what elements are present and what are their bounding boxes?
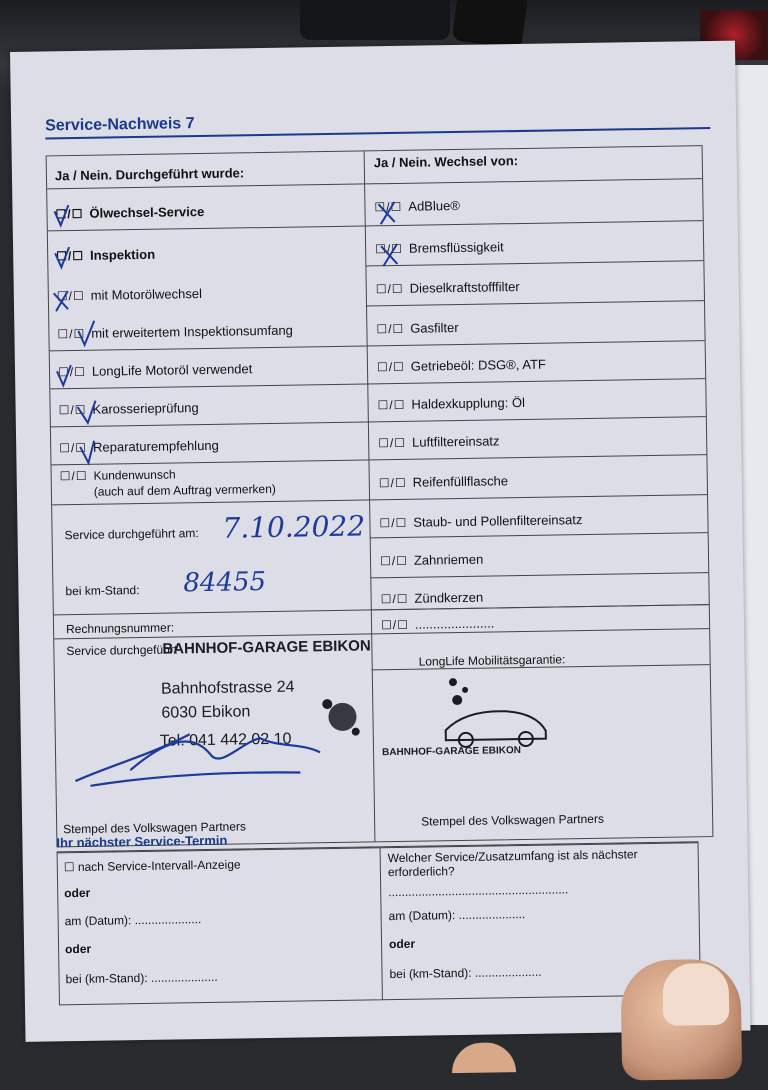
service-date-label: Service durchgeführt am: — [64, 526, 199, 543]
right-item-luftfilter[interactable]: ☐/☐ Luftfiltereinsatz — [378, 433, 500, 451]
right-item-gasfilter[interactable]: ☐/☐ Gasfilter — [376, 319, 459, 337]
left-item-kundenwunsch[interactable]: ☐/☐ Kundenwunsch (auch auf dem Auftrag vermerken) — [59, 467, 276, 499]
logo-stamp-text: BAHNHOF-GARAGE EBIKON — [381, 745, 522, 759]
checkbox-pair[interactable]: ☐/☐ — [376, 359, 405, 375]
air-vent — [300, 0, 450, 40]
right-item-getriebeoel[interactable]: ☐/☐ Getriebeöl: DSG®, ATF — [376, 356, 546, 375]
km-handwritten: 84455 — [183, 567, 267, 599]
next-or-2: oder — [64, 941, 92, 957]
checkbox-pair[interactable]: ☐/☐ — [59, 468, 88, 484]
checkbox-pair[interactable]: ☐/☐ — [57, 364, 87, 380]
checkbox-pair[interactable]: ☐/☐ — [374, 199, 403, 215]
right-heading: Ja / Nein. Wechsel von: — [373, 153, 519, 171]
signature — [70, 721, 371, 796]
stamp-street: Bahnhofstrasse 24 — [160, 678, 295, 698]
right-item-zahnriemen[interactable]: ☐/☐ Zahnriemen — [379, 551, 484, 569]
next-question: Welcher Service/Zusatzumfang ist als nächster erforderlich? — [387, 847, 638, 880]
right-item-pollenfilter[interactable]: ☐/☐ Staub- und Pollenfiltereinsatz — [379, 512, 583, 531]
second-finger — [452, 1042, 516, 1073]
next-km-left[interactable]: bei (km-Stand): .................... — [65, 969, 218, 987]
right-item-zuendkerzen[interactable]: ☐/☐ Zündkerzen — [380, 589, 484, 607]
right-item-haldex[interactable]: ☐/☐ Haldexkupplung: Öl — [377, 394, 526, 413]
left-item-longlife[interactable]: ☐/☐ LongLife Motoröl verwendet — [57, 361, 253, 380]
checkbox-pair[interactable]: ☐/☐ — [56, 288, 85, 304]
next-date-left[interactable]: am (Datum): .................... — [64, 912, 202, 929]
stamp-city: 6030 Ebikon — [161, 703, 251, 722]
handwritten-checkmarks — [46, 196, 413, 672]
right-item-reifenfuell[interactable]: ☐/☐ Reifenfüllflasche — [378, 473, 509, 491]
checkbox-pair[interactable]: ☐/☐ — [58, 402, 87, 418]
stamp-name: BAHNHOF-GARAGE EBIKON — [162, 637, 371, 658]
left-item-oelwechsel[interactable]: ☐/☐ Ölwechsel-Service — [55, 203, 205, 222]
thumbnail — [662, 963, 729, 1026]
next-option-interval[interactable]: ☐ nach Service-Intervall-Anzeige — [63, 857, 241, 875]
checkbox-pair[interactable]: ☐/☐ — [379, 553, 409, 569]
steering-wheel — [452, 0, 529, 50]
next-service-table — [57, 841, 701, 1005]
left-item-inspektion[interactable]: ☐/☐ Inspektion — [56, 246, 156, 264]
next-service-title: Ihr nächster Service-Termin — [56, 832, 228, 851]
stamp-phone: Tel. 041 442 02 10 — [159, 730, 292, 750]
service-booklet-page — [10, 41, 750, 1042]
right-item-bremsfluessigkeit[interactable]: ☐/☐ Bremsflüssigkeit — [375, 239, 504, 257]
checkbox-pair[interactable]: ☐/☐ — [377, 397, 406, 413]
left-item-motoroelwechsel[interactable]: ☐/☐ mit Motorölwechsel — [56, 286, 203, 304]
checkbox-pair[interactable]: ☐/☐ — [379, 515, 408, 531]
checkbox-pair[interactable]: ☐/☐ — [378, 475, 407, 491]
checkbox-pair[interactable]: ☐/☐ — [375, 281, 404, 297]
right-item-adblue[interactable]: ☐/☐ AdBlue® — [374, 197, 460, 215]
invoice-label: Rechnungsnummer: — [65, 620, 175, 637]
checkbox-pair[interactable]: ☐/☐ — [380, 617, 410, 633]
right-item-diesel[interactable]: ☐/☐ Dieselkraftstofffilter — [375, 279, 520, 297]
left-item-erweitert[interactable]: ☐/☐ mit erweitertem Inspektionsumfang — [57, 322, 293, 342]
right-item-blank[interactable]: ☐/☐ ...................... — [380, 615, 495, 633]
checkbox-pair[interactable]: ☐/☐ — [56, 248, 85, 264]
left-item-karosserie[interactable]: ☐/☐ Karosserieprüfung — [58, 400, 199, 418]
checkbox-pair[interactable]: ☐/☐ — [375, 241, 404, 257]
service-date-handwritten: 7.10.2022 — [222, 509, 366, 545]
checkbox-pair[interactable]: ☐/☐ — [57, 326, 86, 342]
stamp-partner-left: Stempel des Volkswagen Partners — [63, 819, 247, 837]
checkbox-pair[interactable]: ☐/☐ — [378, 435, 407, 451]
left-heading: Ja / Nein. Durchgeführt wurde: — [54, 165, 245, 184]
checkbox-pair[interactable]: ☐/☐ — [59, 440, 88, 456]
next-or-1: oder — [64, 885, 91, 901]
next-or-right: oder — [388, 936, 416, 952]
next-km-right[interactable]: bei (km-Stand): .................... — [389, 964, 542, 982]
next-service-divider — [380, 847, 383, 999]
stamp-partner-right: Stempel des Volkswagen Partners — [421, 811, 604, 829]
km-label: bei km-Stand: — [65, 583, 140, 599]
next-date-right[interactable]: am (Datum): .................... — [388, 907, 526, 924]
checkbox-pair[interactable]: ☐/☐ — [376, 321, 405, 337]
service-by-label: Service durchgeführt — [66, 642, 178, 659]
left-item-reparatur[interactable]: ☐/☐ Reparaturempfehlung — [59, 437, 219, 456]
checkbox-pair[interactable]: ☐/☐ — [55, 206, 84, 222]
next-dots[interactable]: ...................................................... — [388, 882, 569, 900]
page-title: Service-Nachweis 7 — [45, 115, 195, 135]
longlife-label: LongLife Mobilitätsgarantie: — [418, 652, 566, 669]
checkbox-pair[interactable]: ☐/☐ — [380, 591, 409, 607]
